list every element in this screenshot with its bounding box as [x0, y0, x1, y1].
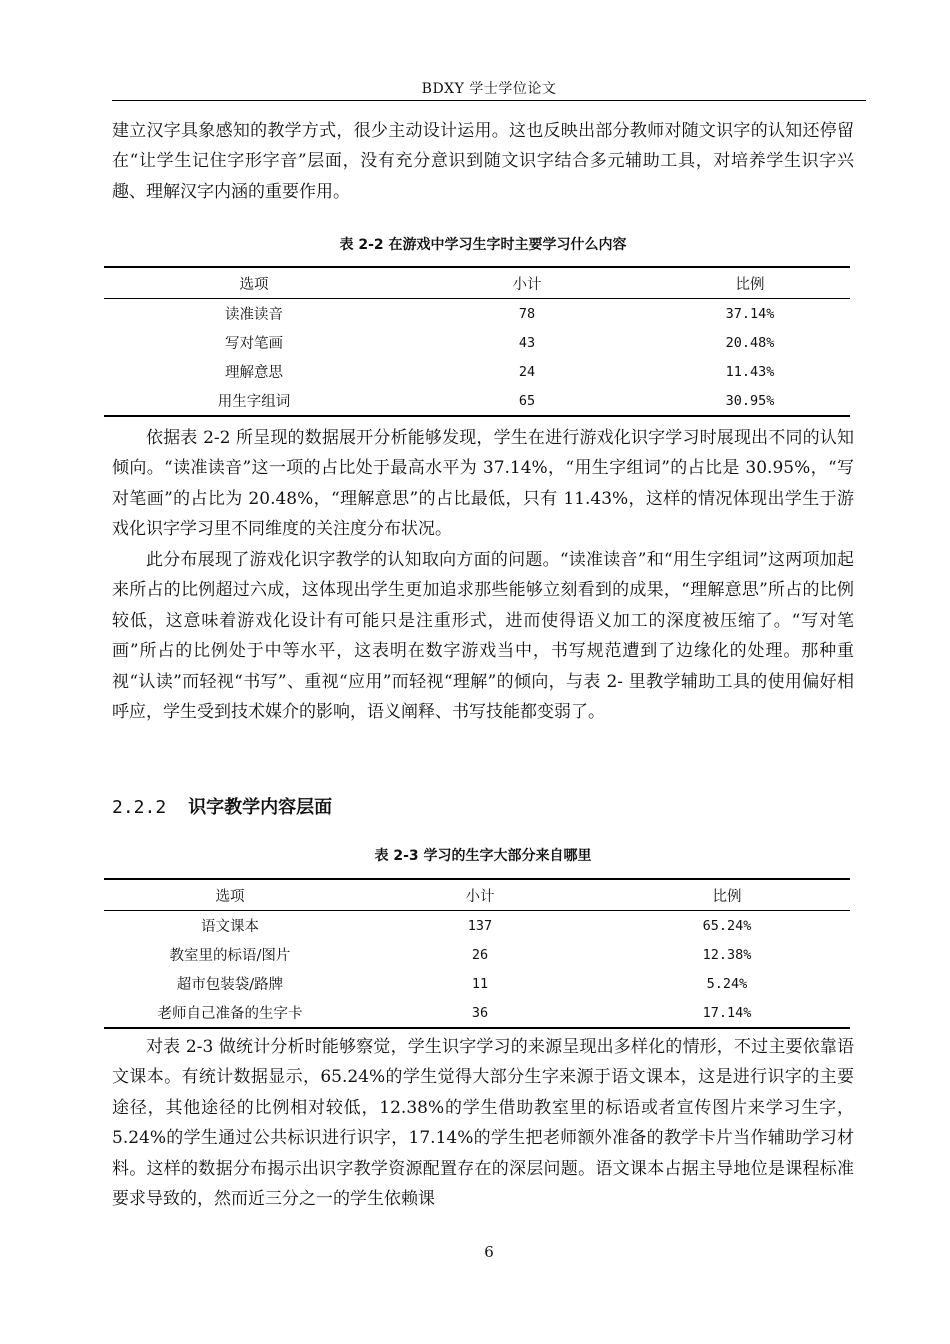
running-header: BDXY 学士学位论文	[421, 81, 557, 97]
cell-count: 36	[356, 998, 604, 1028]
table-2-2-caption: 表 2-2 在游戏中学习生字时主要学习什么内容	[339, 237, 627, 253]
cell-ratio: 37.14%	[725, 305, 775, 322]
table-row	[104, 386, 850, 416]
cell-ratio: 65.24%	[702, 917, 752, 934]
table-row	[104, 998, 850, 1028]
cell-option: 理解意思	[225, 365, 283, 381]
table-2-2	[104, 266, 850, 417]
page-number: 6	[484, 1243, 494, 1261]
table-2-3	[104, 878, 850, 1029]
header-option: 选项	[104, 267, 404, 299]
cell-count: 26	[471, 946, 489, 963]
paragraph-3: 此分布展现了游戏化识字教学的认知取向方面的问题。“读准读音”和“用生字组词”这两项加起来所占的比例超过六成，这体现出学生更加追求那些能够立刻看到的成果，“理解意思”所占的比例较低，这意味着游戏化设计有可能只是注重形式，进而使得语义加工的深度被压缩了。“写对笔画”所占的比例处于中等水平，这表明在数字游戏当中，书写规范遭到了边缘化的处理。那种重视“认读”而轻视“书写”、重视“应用”而轻视“理解”的倾向，与表 2- 里教学辅助工具的使用偏好相呼应，学生受到技术媒介的影响，语义阐释、书写技能都变弱了。	[112, 550, 854, 723]
table-header-row	[104, 267, 850, 299]
paragraph-1: 建立汉字具象感知的教学方式，很少主动设计运用。这也反映出部分教师对随文识字的认知还停留在“让学生记住字形字音”层面，没有充分意识到随文识字结合多元辅助工具，对培养学生识字兴趣、理解汉字内涵的重要作用。	[112, 121, 854, 202]
cell-count: 65	[404, 386, 650, 416]
cell-option: 教室里的标语/图片	[169, 948, 291, 964]
paragraph-4: 对表 2-3 做统计分析时能够察觉，学生识字学习的来源呈现出多样化的情形，不过主要依靠语文课本。有统计数据显示，65.24%的学生觉得大部分生字来源于语文课本，这是进行识字的主要途径，其他途径的比例相对较低，12.38%的学生借助教室里的标语或者宣传图片来学习生字，5.24%的学生通过公共标识进行识字，17.14%的学生把老师额外准备的教学卡片当作辅助学习材料。这样的数据分布揭示出识字教学资源配置存在的深层问题。语文课本占据主导地位是课程标准要求导致的，然而近三分之一的学生依赖课	[112, 1037, 854, 1210]
cell-count: 11	[471, 975, 489, 992]
cell-ratio: 17.14%	[604, 998, 850, 1028]
cell-count: 78	[518, 305, 536, 322]
table-row	[104, 328, 850, 357]
section-title: 识字教学内容层面	[188, 797, 333, 818]
section-heading	[112, 793, 332, 819]
header-ratio: 比例	[604, 879, 850, 911]
cell-option: 写对笔画	[225, 336, 283, 352]
section-number: 2.2.2	[112, 797, 167, 818]
cell-count: 137	[467, 917, 493, 934]
paragraph-2: 依据表 2-2 所呈现的数据展开分析能够发现，学生在进行游戏化识字学习时展现出不同的认知倾向。“读准读音”这一项的占比处于最高水平为 37.14%，“用生字组词”的占比是 30.95%，“写对笔画”的占比为 20.48%，“理解意思”的占比最低，只有 11.43%，这样的情况体现出学生于游戏化识字学习里不同维度的关注度分布状况。	[112, 428, 854, 540]
table-row	[104, 357, 850, 386]
cell-option: 超市包装袋/路牌	[176, 977, 284, 993]
table-2-3-caption: 表 2-3 学习的生字大部分来自哪里	[374, 848, 592, 864]
cell-ratio: 12.38%	[702, 946, 752, 963]
cell-option: 用生字组词	[104, 386, 404, 416]
header-count: 小计	[356, 879, 604, 911]
cell-ratio: 30.95%	[650, 386, 850, 416]
header-ratio: 比例	[650, 267, 850, 299]
cell-option: 老师自己准备的生字卡	[104, 998, 356, 1028]
header-count: 小计	[404, 267, 650, 299]
cell-ratio: 5.24%	[706, 975, 748, 992]
header-option: 选项	[104, 879, 356, 911]
table-row	[104, 940, 850, 969]
cell-ratio: 20.48%	[725, 334, 775, 351]
cell-option: 读准读音	[225, 307, 283, 323]
header-rule	[112, 100, 866, 101]
table-row	[104, 911, 850, 941]
cell-count: 43	[518, 334, 536, 351]
cell-count: 24	[518, 363, 536, 380]
cell-ratio: 11.43%	[725, 363, 775, 380]
table-row	[104, 299, 850, 329]
cell-option: 语文课本	[201, 919, 259, 935]
table-row	[104, 969, 850, 998]
table-header-row	[104, 879, 850, 911]
